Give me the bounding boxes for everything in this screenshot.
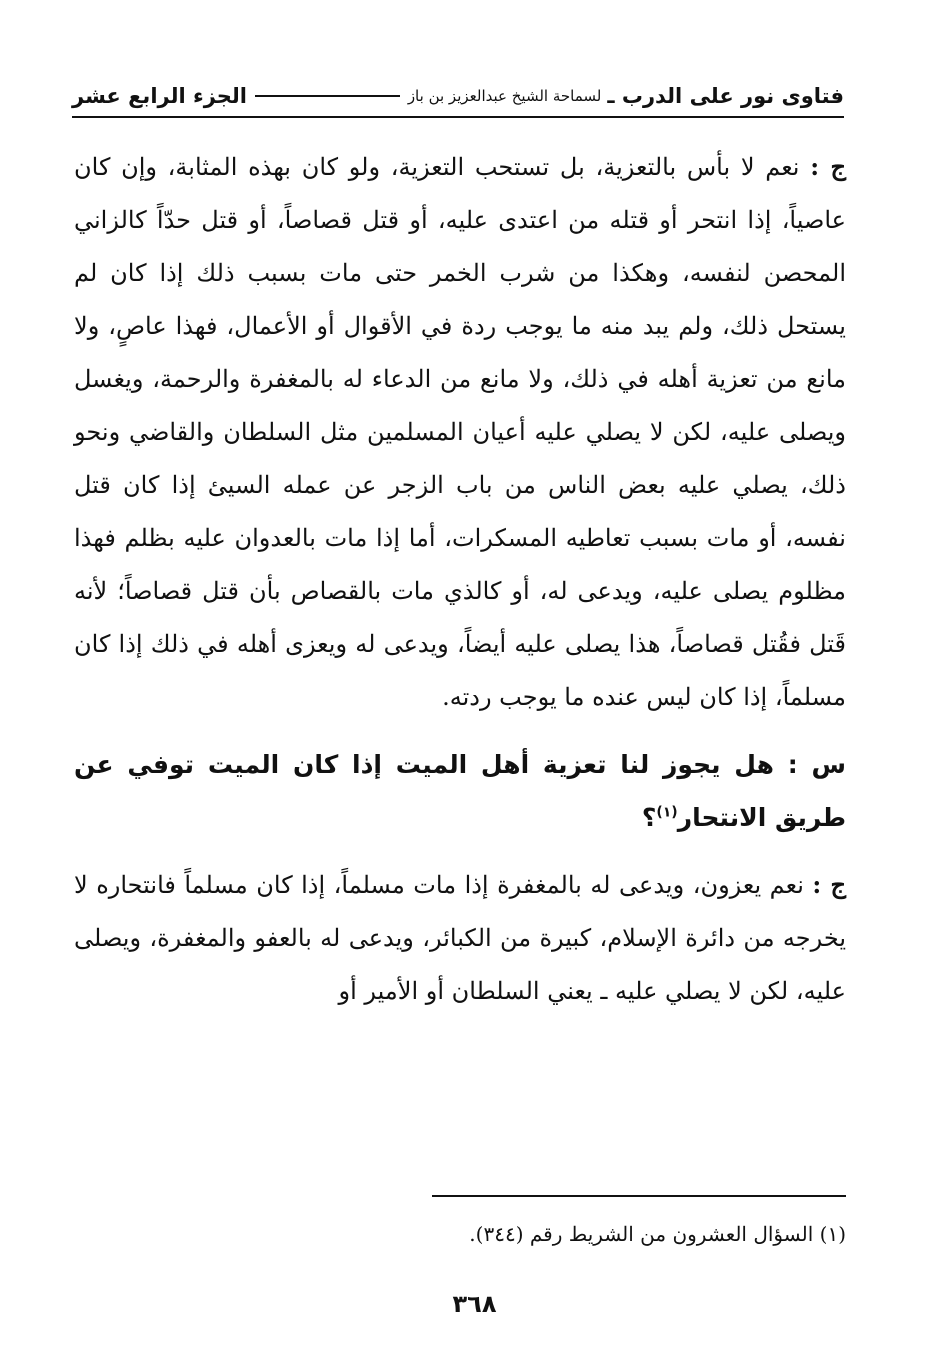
page-number: ٣٦٨ bbox=[452, 1290, 497, 1318]
answer-text: نعم يعزون، ويدعى له بالمغفرة إذا مات مسلماً، إذا كان مسلماً فانتحاره لا يخرجه من دائرة الإسلام، كبيرة من الكبائر، ويدعى له بالعفو والمغفرة، ويصلى عليه، لكن لا يصلي عليه ـ يعني السلطان أو الأمير أو bbox=[74, 871, 846, 1005]
answer-label: ج : bbox=[812, 870, 846, 899]
footnote-separator bbox=[432, 1195, 846, 1197]
answer-text: نعم لا بأس بالتعزية، بل تستحب التعزية، ولو كان بهذه المثابة، وإن كان عاصياً، إذا انتحر أو قتله من اعتدى عليه، أو قتل قصاصاً، أو قتل حدّاً كالزاني المحصن لنفسه، وهكذا من شرب الخمر حتى مات بسبب ذلك إذا كان لم يستحل ذلك، ولم يبد منه ما يوجب ردة في الأقوال أو الأعمال، فهذا عاصٍ، ولا مانع من تعزية أهله في ذلك، ولا مانع من الدعاء له بالمغفرة والرحمة، ويغسل ويصلى عليه، لكن لا يصلي عليه أعيان المسلمين مثل السلطان والقاضي ونحو ذلك، يصلي عليه بعض الناس من باب الزجر عن عمله السيئ إذا كان قتل نفسه، أو مات بسبب تعاطيه المسكرات، أما إذا مات بالعدوان عليه بظلم فهذا مظلوم يصلى عليه، ويدعى له، أو كالذي مات بالقصاص بأن قتل قصاصاً؛ لأنه قَتل فقُتل قصاصاً، هذا يصلى عليه أيضاً، ويدعى له ويعزى أهله في ذلك إذا كان مسلماً، إذا كان ليس عنده ما يوجب ردته. bbox=[74, 153, 846, 711]
header-part: الجزء الرابع عشر bbox=[72, 84, 247, 108]
running-header bbox=[72, 76, 844, 118]
footnote-marker: (١) bbox=[819, 1222, 846, 1246]
question-mark: ؟ bbox=[641, 803, 657, 832]
question-text: هل يجوز لنا تعزية أهل الميت إذا كان الميت توفي عن طريق الانتحار bbox=[74, 750, 846, 832]
answer-paragraph-2 bbox=[74, 858, 846, 1018]
header-author: لسماحة الشيخ عبدالعزيز بن باز bbox=[407, 87, 602, 105]
header-book-title: فتاوى نور على الدرب ـ bbox=[607, 84, 844, 108]
answer-paragraph-1 bbox=[74, 140, 846, 724]
answer-label: ج : bbox=[810, 152, 846, 181]
question-paragraph bbox=[74, 738, 846, 844]
question-label: س : bbox=[787, 750, 846, 779]
header-rule bbox=[255, 95, 400, 97]
footnote-reference[interactable]: (١) bbox=[656, 804, 678, 821]
footnote-text: السؤال العشرون من الشريط رقم (٣٤٤). bbox=[469, 1222, 814, 1246]
body-text bbox=[74, 140, 846, 1018]
footnote bbox=[74, 1222, 846, 1246]
